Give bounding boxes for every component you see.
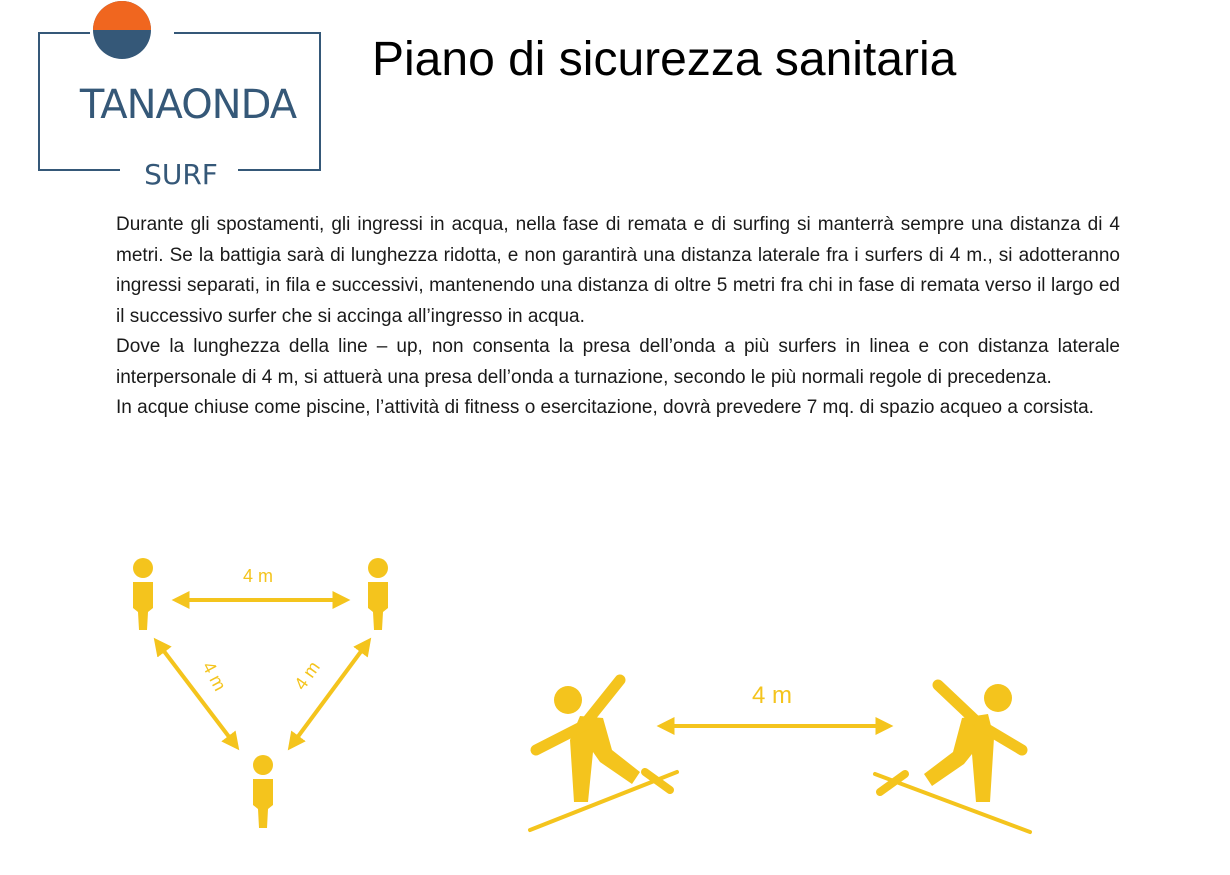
paragraph-pools: In acque chiuse come piscine, l’attività di fitness o esercitazione, dovrà prevedere 7 mq. di spazio acqueo a corsista. — [116, 397, 1094, 418]
logo-subtitle: SURF — [144, 158, 218, 191]
person-icon — [133, 558, 153, 630]
paragraph-lineup: Dove la lunghezza della line – up, non consenta la presa dell’onda a più surfers in linea e con distanza laterale interpersonale di 4 m, si attuerà una presa dell’onda a turnazione, secondo le più normali regole di precedenza. — [116, 336, 1120, 388]
distance-arrow — [157, 642, 236, 746]
page-title: Piano di sicurezza sanitaria — [372, 33, 957, 86]
person-icon — [368, 558, 388, 630]
brand-logo — [30, 0, 330, 200]
body-text — [116, 210, 1120, 424]
surfer-icon — [875, 684, 1030, 832]
paragraph-distance: Durante gli spostamenti, gli ingressi in acqua, nella fase di remata e di surfing si manterrà sempre una distanza di 4 metri. Se la battigia sarà di lunghezza ridotta, e non garantirà una distanza laterale fra i surfers di 4 m., si adotteranno ingressi separati, in fila e successivi, mantenendo una distanza di oltre 5 metri fra chi in fase di remata verso il largo ed il successivo surfer che si accinga all’ingresso in acqua. — [116, 214, 1120, 327]
distance-label: 4 m — [751, 682, 793, 709]
distance-arrow — [291, 642, 368, 746]
distance-label: 4 m — [242, 566, 274, 586]
distance-label: 4 m — [290, 657, 324, 694]
logo-wordmark: TANAONDA — [79, 82, 297, 128]
surfer-icon — [530, 680, 677, 830]
distance-diagram — [0, 540, 1230, 840]
person-icon — [253, 755, 273, 828]
distance-label: 4 m — [198, 658, 231, 695]
